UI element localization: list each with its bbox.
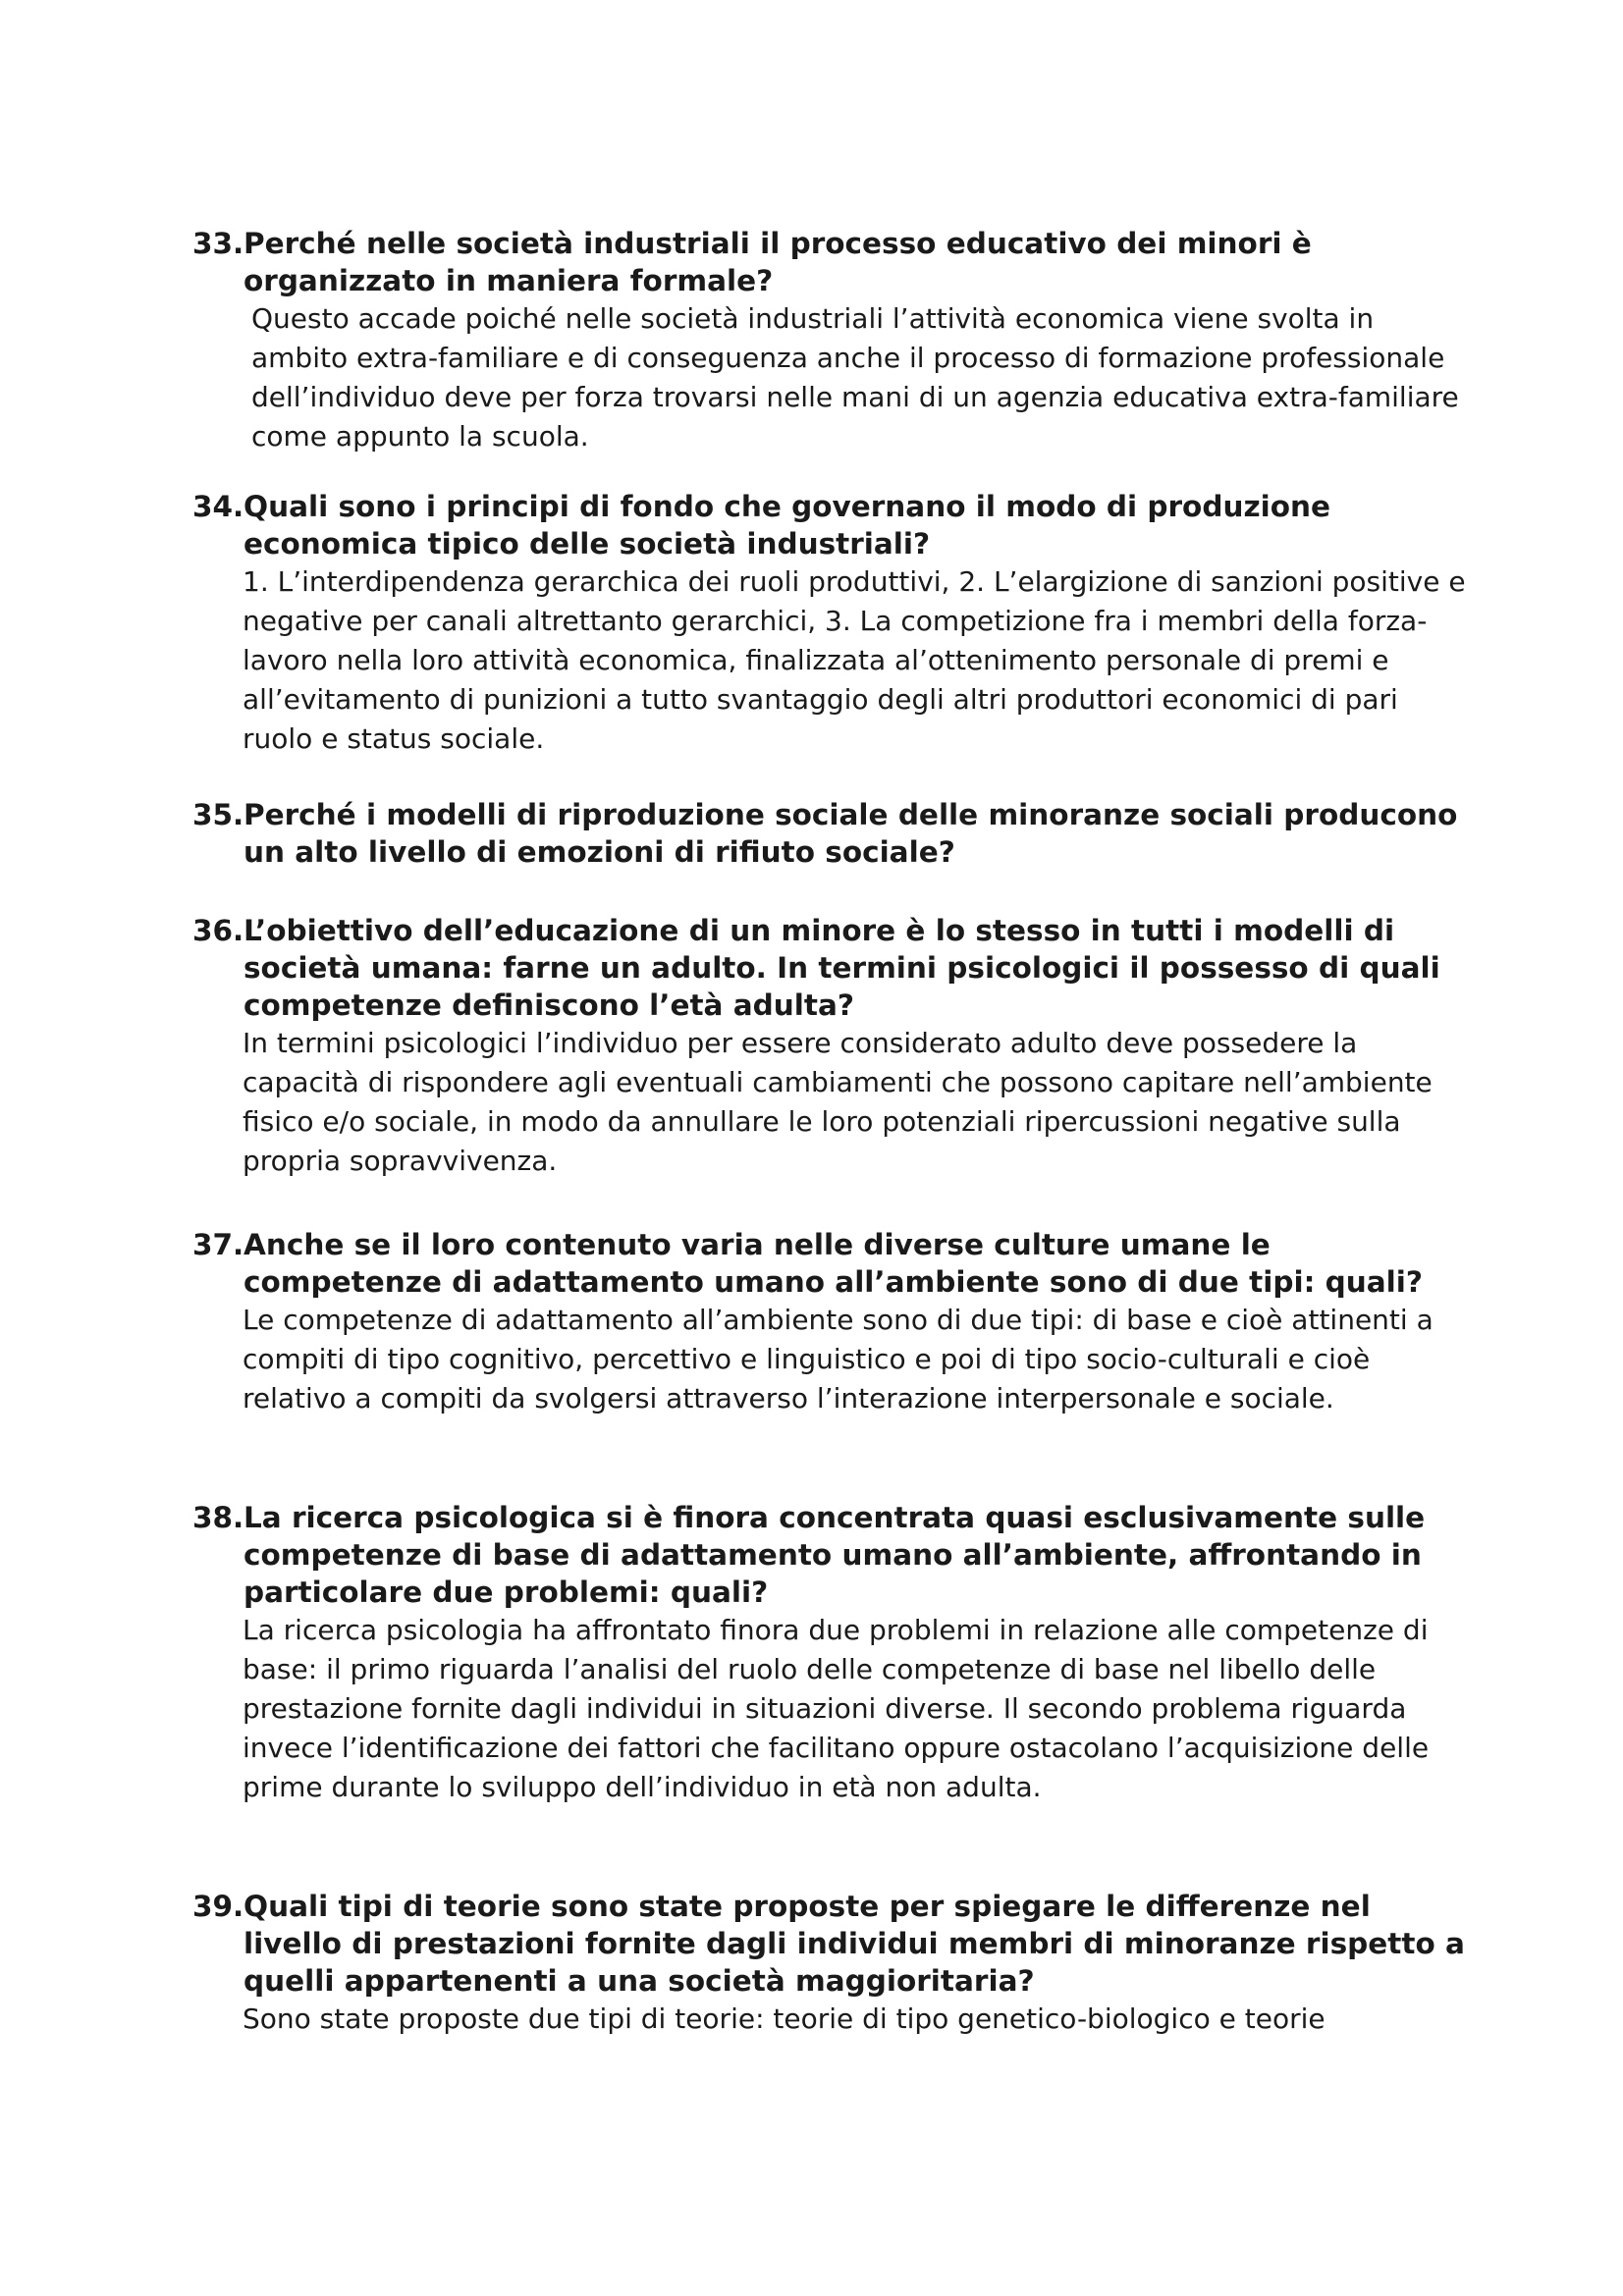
question-text: Anche se il loro contenuto varia nelle diverse culture umane le competenze di adattamento umano all’ambiente sono di due tipi: quali? <box>243 1228 1424 1299</box>
question <box>192 912 1469 1024</box>
question-text: La ricerca psicologica si è finora concentrata quasi esclusivamente sulle competenze di base di adattamento umano all’ambiente, affrontando in particolare due problemi: quali? <box>243 1501 1426 1609</box>
answer-text: Sono state proposte due tipi di teorie: teorie di tipo genetico-biologico e teorie <box>243 2002 1325 2035</box>
question <box>192 1888 1469 2000</box>
qa-item-37 <box>192 1226 1469 1418</box>
question-text: Quali tipi di teorie sono state proposte per spiegare le differenze nel livello di prestazioni fornite dagli individui membri di minoranze rispetto a quelli appartenenti a una società maggioritaria? <box>243 1890 1465 1998</box>
qa-item-33 <box>192 225 1469 456</box>
question <box>192 796 1469 871</box>
question-text: Quali sono i principi di fondo che governano il modo di produzione economica tipico delle società industriali? <box>243 490 1330 561</box>
question-number: 37. <box>192 1228 244 1261</box>
question <box>192 1499 1469 1611</box>
question-number: 36. <box>192 914 244 947</box>
question-number: 33. <box>192 227 244 260</box>
answer-text: 1. L’interdipendenza gerarchica dei ruoli produttivi, 2. L’elargizione di sanzioni positive e negative per canali altrettanto gerarchici, 3. La competizione fra i membri della forza-lavoro nella loro attività economica, finalizzata al’ottenimento personale di premi e all’evitamento di punizioni a tutto svantaggio degli altri produttori economici di pari ruolo e status sociale. <box>243 565 1466 755</box>
answer-text: In termini psicologici l’individuo per essere considerato adulto deve possedere la capacità di rispondere agli eventuali cambiamenti che possono capitare nell’ambiente fisico e/o sociale, in modo da annullare le loro potenziali ripercussioni negative sulla propria sopravvivenza. <box>243 1027 1433 1177</box>
question-text: Perché nelle società industriali il processo educativo dei minori è organizzato in maniera formale? <box>243 227 1312 297</box>
question <box>192 488 1469 562</box>
qa-item-34 <box>192 488 1469 759</box>
question-number: 34. <box>192 490 244 523</box>
qa-item-35 <box>192 796 1469 871</box>
question <box>192 1226 1469 1301</box>
question-number: 38. <box>192 1501 244 1534</box>
question-number: 39. <box>192 1890 244 1923</box>
question-number: 35. <box>192 798 244 831</box>
answer-text: Le competenze di adattamento all’ambiente sono di due tipi: di base e cioè attinenti a compiti di tipo cognitivo, percettivo e linguistico e poi di tipo socio-culturali e cioè relativo a compiti da svolgersi attraverso l’interazione interpersonale e sociale. <box>243 1304 1434 1415</box>
question <box>192 225 1469 299</box>
answer-text: La ricerca psicologia ha affrontato finora due problemi in relazione alle competenze di base: il primo riguarda l’analisi del ruolo delle competenze di base nel libello delle prestazione fornite dagli individui in situazioni diverse. Il secondo problema riguarda invece l’identificazione dei fattori che facilitano oppure ostacolano l’acquisizione delle prime durante lo sviluppo dell’individuo in età non adulta. <box>243 1614 1430 1803</box>
qa-item-36 <box>192 912 1469 1181</box>
answer-text: Questo accade poiché nelle società industriali l’attività economica viene svolta in ambito extra-familiare e di conseguenza anche il processo di formazione professionale dell’individuo deve per forza trovarsi nelle mani di un agenzia educativa extra-familiare come appunto la scuola. <box>251 302 1459 453</box>
question-text: L’obiettivo dell’educazione di un minore è lo stesso in tutti i modelli di società umana: farne un adulto. In termini psicologici il possesso di quali competenze definiscono l’età adulta? <box>243 914 1440 1022</box>
qa-item-38 <box>192 1499 1469 1807</box>
question-text: Perché i modelli di riproduzione sociale delle minoranze sociali producono un alto livello di emozioni di rifiuto sociale? <box>243 798 1458 869</box>
qa-item-39 <box>192 1888 1469 2039</box>
